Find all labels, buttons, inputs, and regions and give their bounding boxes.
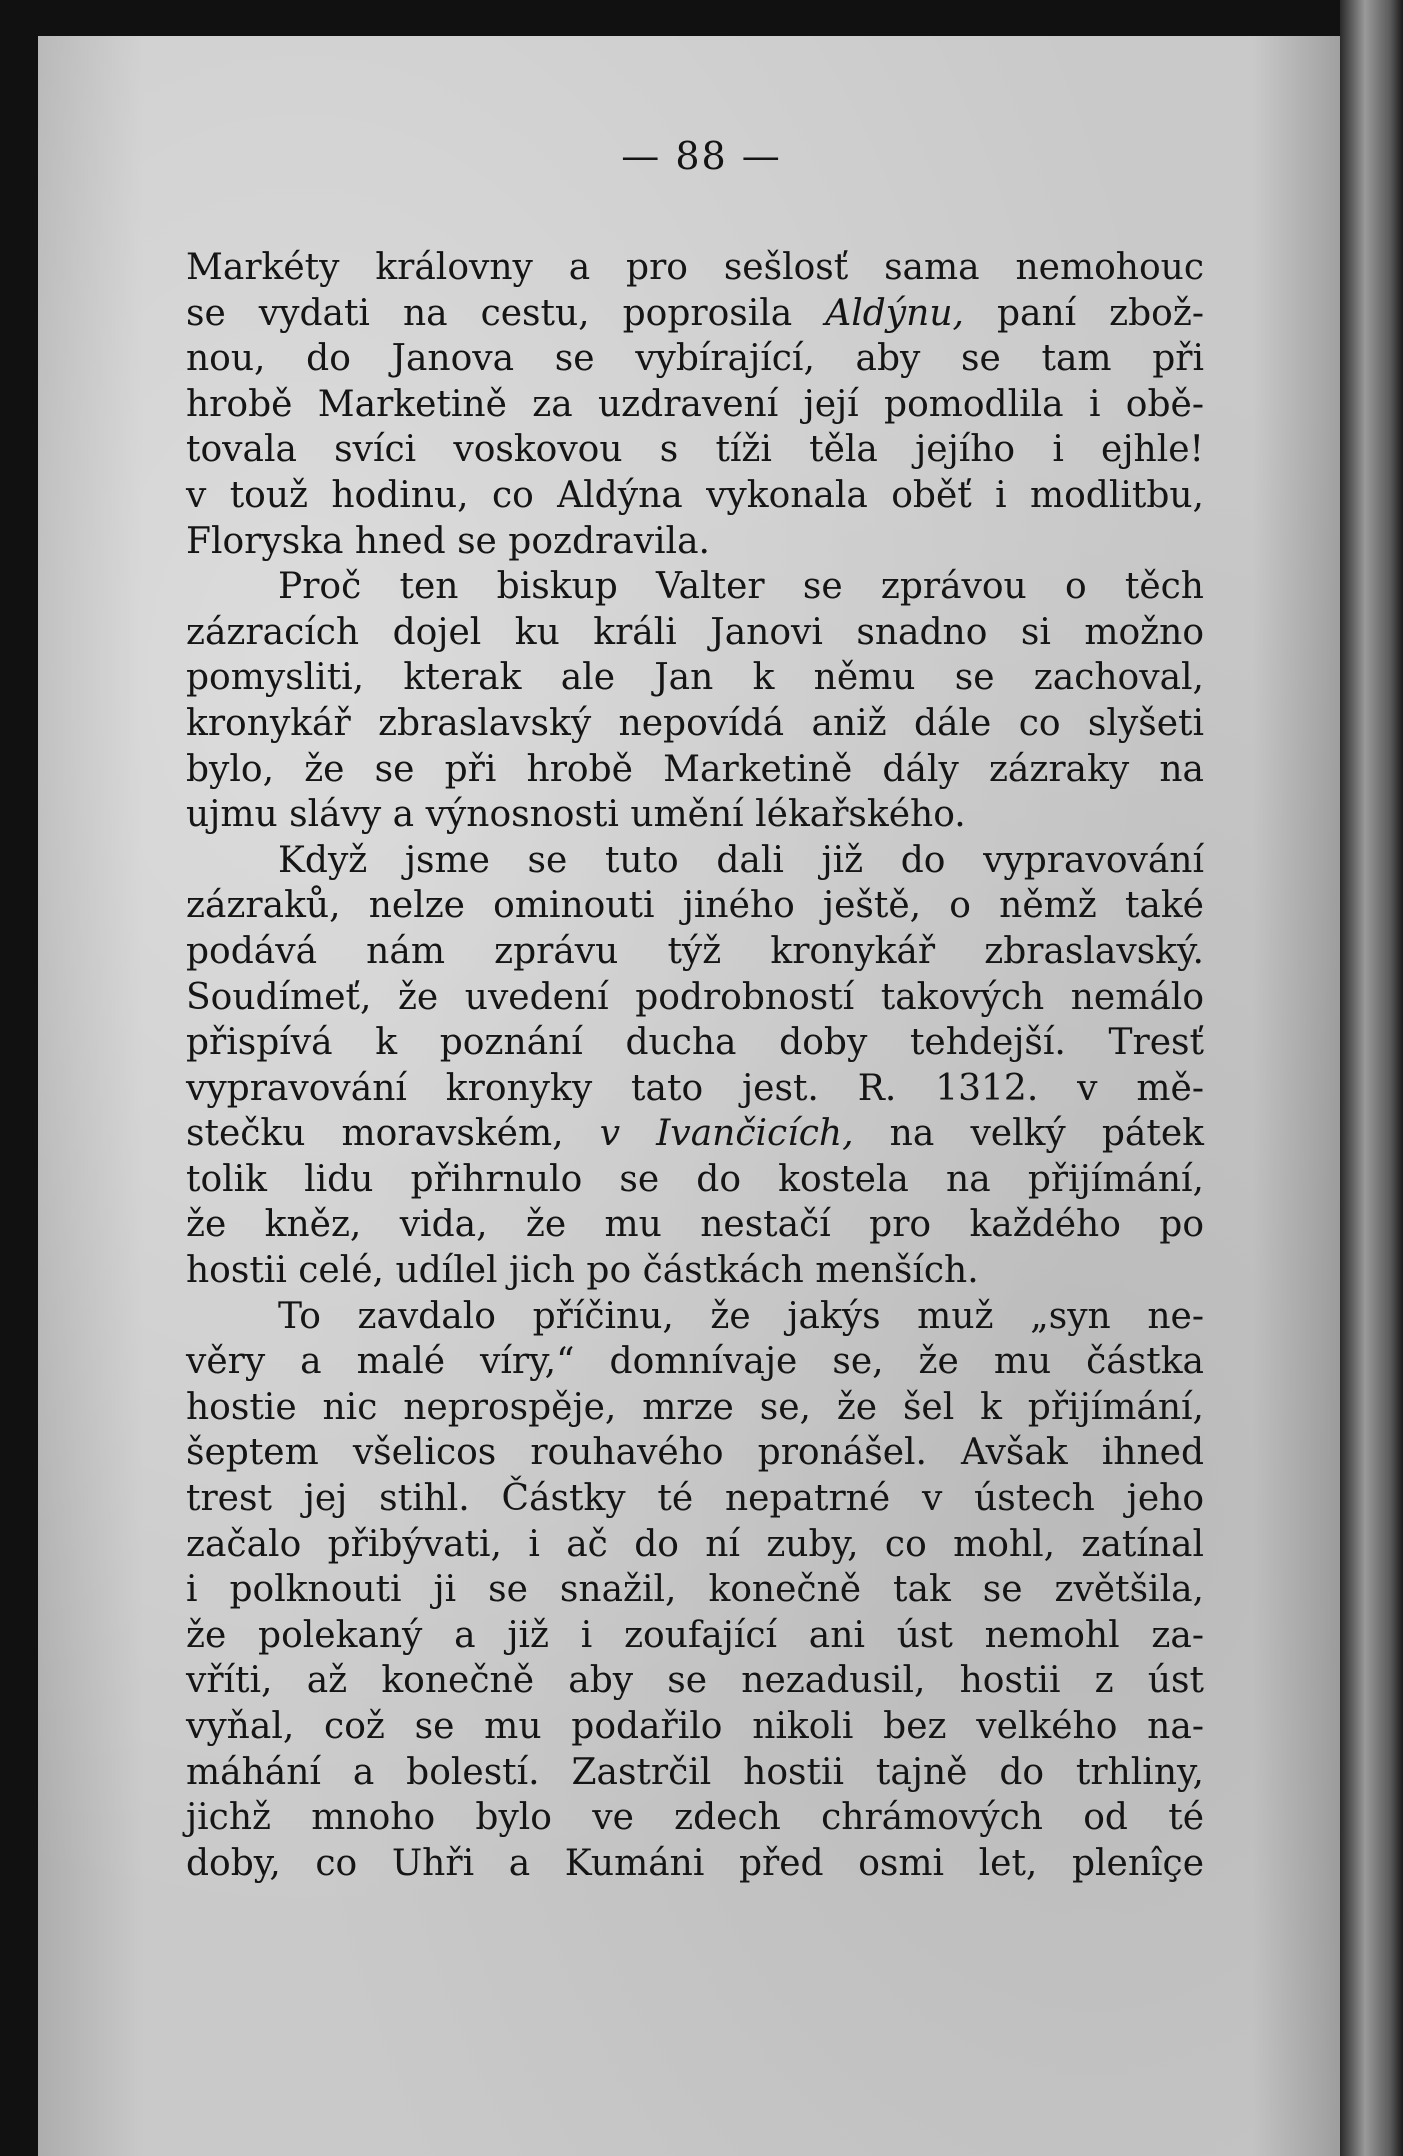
page-gutter — [1340, 0, 1403, 2156]
text-line: hostie nic neprospěje, mrze se, že šel k přijímání, — [186, 1386, 1204, 1428]
text-line: i polknouti ji se snažil, konečně tak se zvětšila, — [186, 1569, 1204, 1611]
text-line: tovala svíci voskovou s tíži těla jejího i ejhle! — [186, 429, 1204, 471]
text-line: kronykář zbraslavský nepovídá aniž dále co slyšeti — [186, 702, 1204, 744]
text-line: vyňal, což se mu podařilo nikoli bez velkého na- — [186, 1706, 1204, 1747]
text-line: ujmu slávy a výnosnosti umění lékařského. — [186, 794, 966, 836]
text-line: pomysliti, kterak ale Jan k němu se zachoval, — [186, 657, 1204, 699]
paragraph — [186, 245, 1204, 564]
text-line: bylo, že se při hrobě Marketině dály zázraky na — [186, 748, 1204, 790]
text-line: hrobě Marketině za uzdravení její pomodlila i obě- — [186, 383, 1204, 425]
text-line: vypravování kronyky tato jest. R. 1312. v mě- — [186, 1067, 1204, 1109]
text-line: doby, co Uhři a Kumáni před osmi let, plenîçe — [186, 1842, 1204, 1884]
text-line: stečku moravském, v Ivančicích, na velký pátek — [186, 1113, 1204, 1155]
paragraph — [186, 1294, 1204, 1887]
text-line: Když jsme se tuto dali již do vypravování — [278, 839, 1204, 881]
text-line: trest jej stihl. Částky té nepatrné v ústech jeho — [186, 1478, 1204, 1520]
text-line: nou, do Janova se vybírající, aby se tam při — [186, 338, 1204, 380]
text-line: Soudímeť, že uvedení podrobností takových nemálo — [186, 976, 1204, 1018]
text-line: věry a malé víry,“ domnívaje se, že mu částka — [186, 1341, 1204, 1383]
text-line: v touž hodinu, co Aldýna vykonala oběť i modlitbu, — [186, 474, 1204, 516]
text-line: začalo přibývati, i ač do ní zuby, co mohl, zatínal — [186, 1523, 1204, 1565]
italic-name: Aldýnu, — [825, 292, 964, 334]
text-line: zázracích dojel ku králi Janovi snadno si možno — [186, 611, 1204, 653]
text-line: šeptem všelicos rouhavého pronášel. Avšak ihned — [186, 1432, 1204, 1474]
text-line: Markéty královny a pro sešlosť sama nemohouc — [186, 247, 1204, 288]
text-line: vříti, až konečně aby se nezadusil, hostii z úst — [186, 1660, 1204, 1702]
page-number: — 88 — — [621, 134, 782, 178]
body-text — [186, 245, 1204, 1886]
text-line: Floryska hned se pozdravila. — [186, 520, 710, 562]
paragraph — [186, 564, 1204, 838]
text-line: zázraků, nelze ominouti jiného ještě, o němž také — [186, 885, 1204, 927]
text-line: se vydati na cestu, poprosila Aldýnu, paní zbož- — [186, 292, 1204, 334]
text-line: tolik lidu přihrnulo se do kostela na přijímání, — [186, 1158, 1204, 1200]
text-line: To zavdalo příčinu, že jakýs muž „syn ne- — [278, 1295, 1204, 1337]
text-line: jichž mnoho bylo ve zdech chrámových od té — [186, 1797, 1204, 1839]
text-line: přispívá k poznání ducha doby tehdejší. Tresť — [186, 1022, 1204, 1064]
italic-name: v Ivančicích, — [599, 1113, 854, 1155]
text-line: že kněz, vida, že mu nestačí pro každého po — [186, 1204, 1204, 1246]
text-line: hostii celé, udílel jich po částkách menších. — [186, 1250, 979, 1292]
text-line: Proč ten biskup Valter se zprávou o těch — [278, 566, 1204, 608]
paragraph — [186, 838, 1204, 1294]
text-line: podává nám zprávu týž kronykář zbraslavský. — [186, 930, 1204, 972]
text-line: že polekaný a již i zoufající ani úst nemohl za- — [186, 1614, 1204, 1656]
text-line: máhání a bolestí. Zastrčil hostii tajně do trhliny, — [186, 1751, 1204, 1793]
